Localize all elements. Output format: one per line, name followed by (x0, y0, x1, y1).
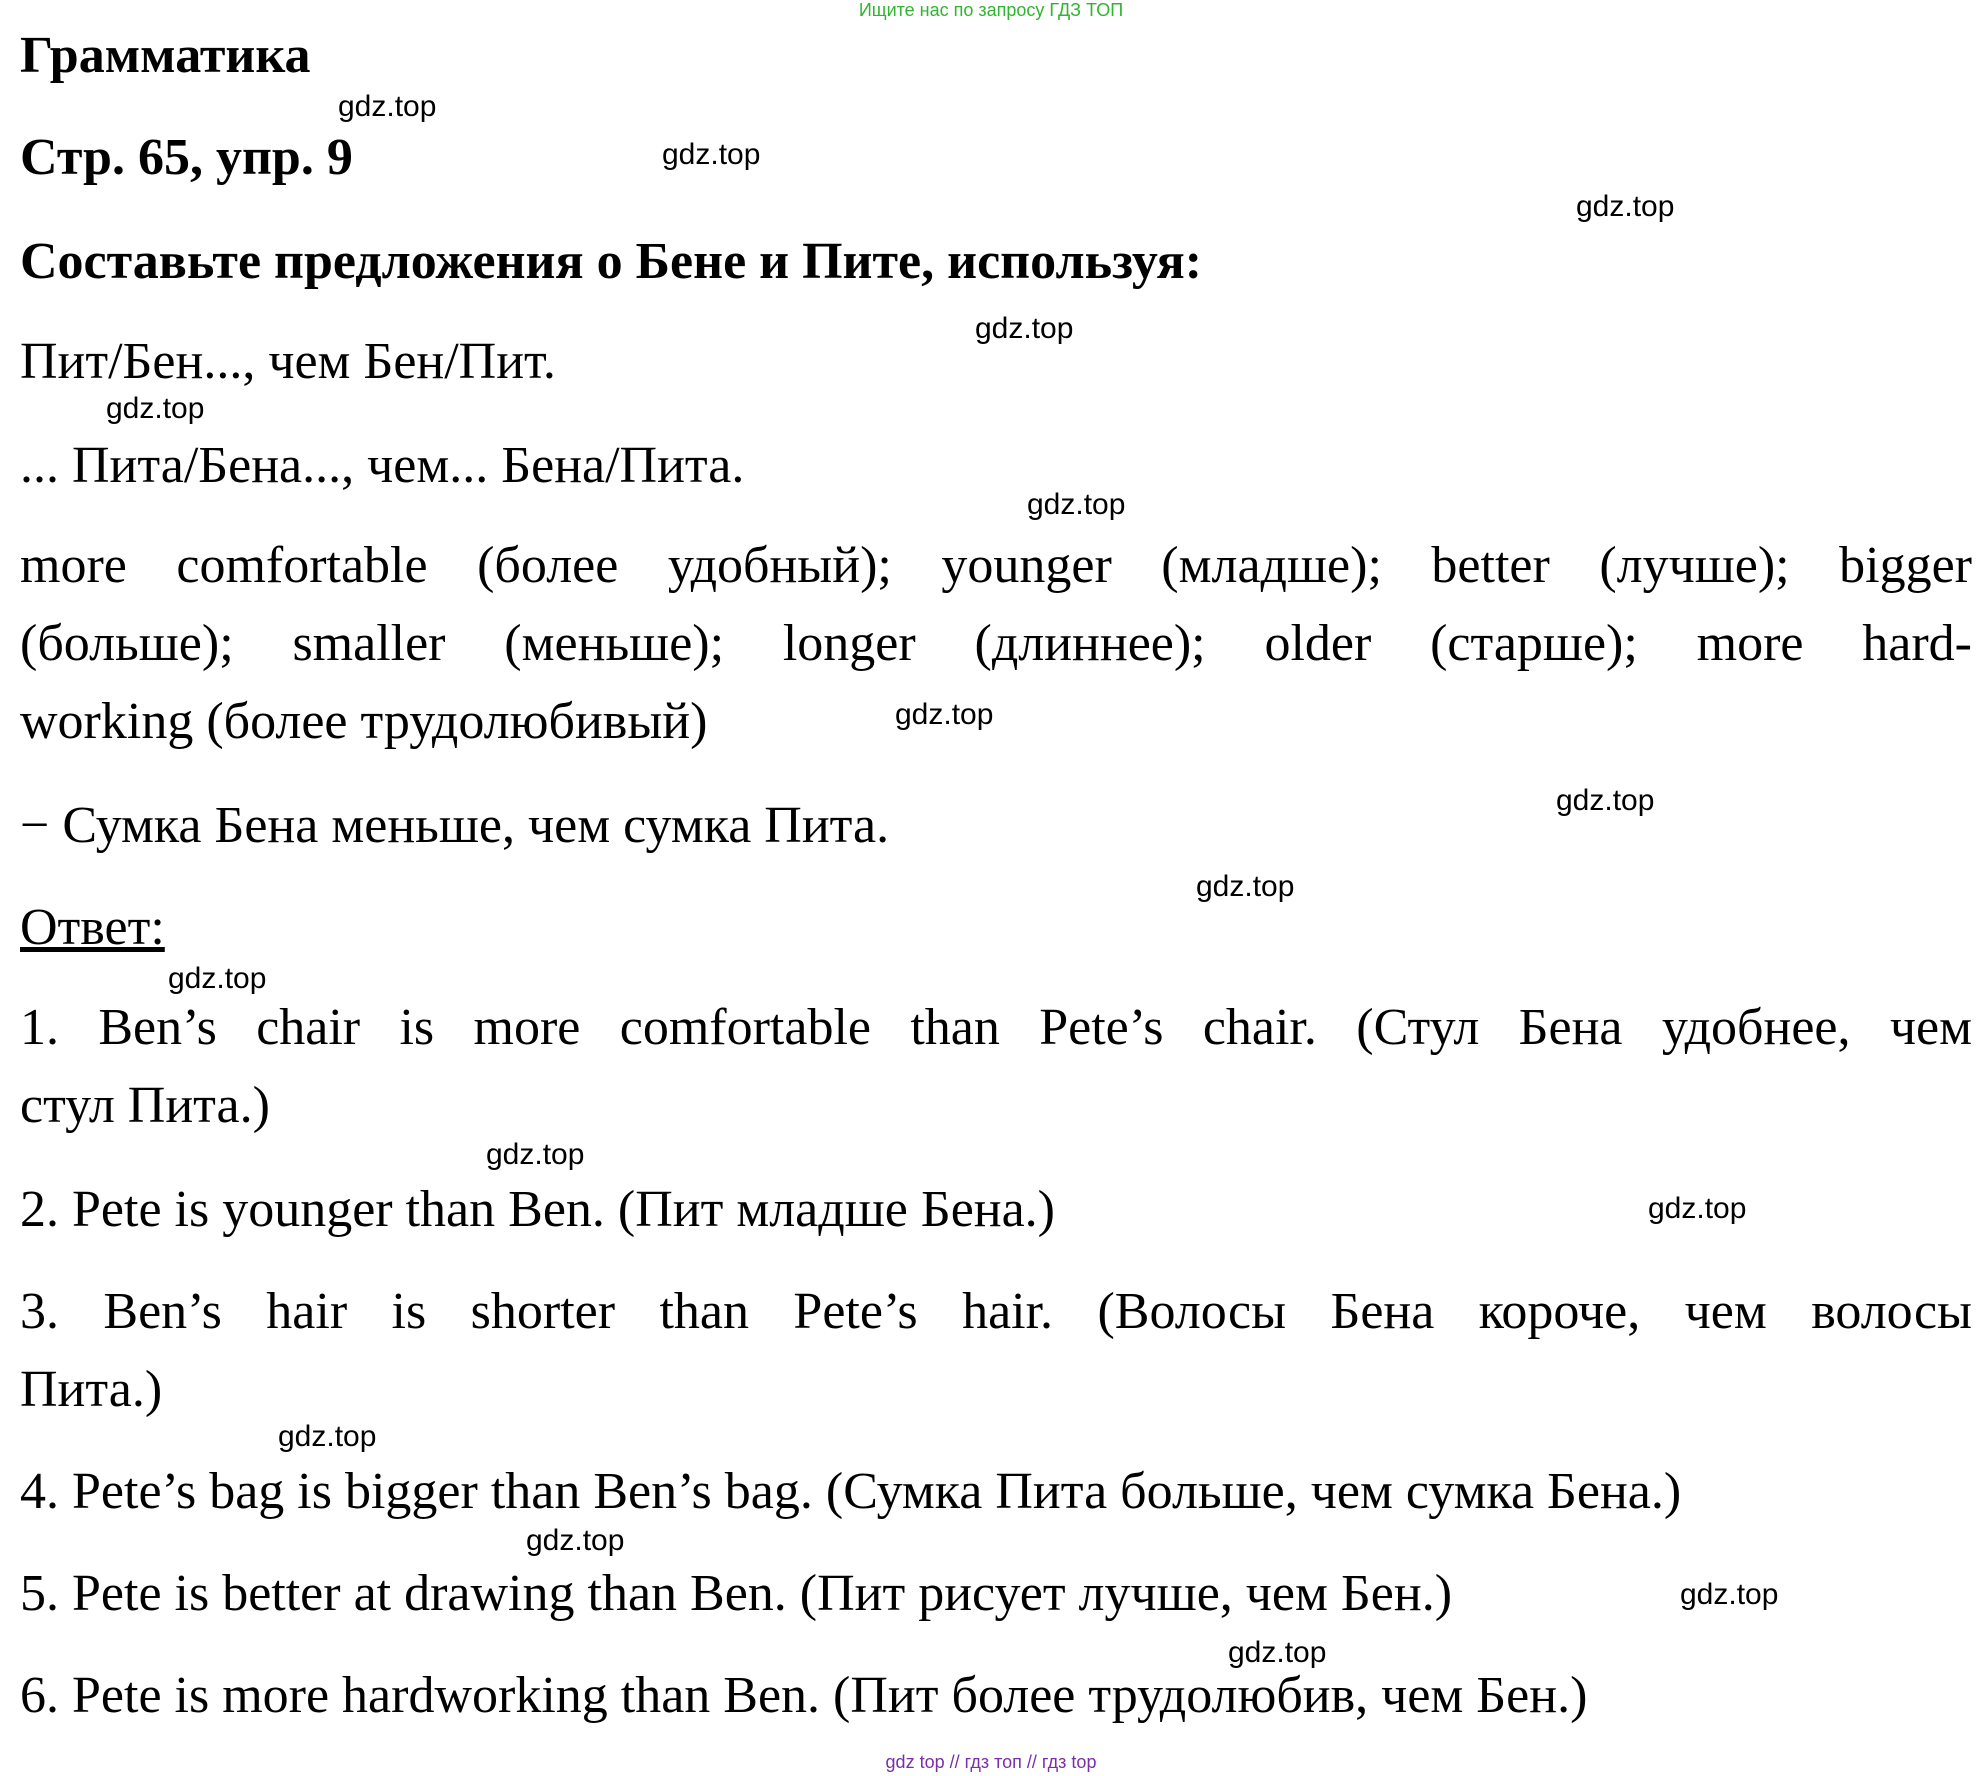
top-note: Ищите нас по запросу ГДЗ ТОП (858, 0, 1124, 20)
footer-note: gdz top // гдз топ // гдз top (885, 1752, 1097, 1772)
watermark: gdz.top (975, 312, 1074, 345)
example-sentence: − Сумка Бена меньше, чем сумка Пита. (20, 797, 890, 854)
watermark: gdz.top (1680, 1578, 1779, 1611)
vocab-line-3: working (более трудолюбивый) (20, 693, 708, 750)
answer-4: 4. Pete’s bag is bigger than Ben’s bag. (Сумка Пита больше, чем сумка Бена.) (20, 1463, 1682, 1520)
pattern-line-2: ... Пита/Бена..., чем... Бена/Пита. (20, 437, 745, 494)
answer-label: Ответ: (20, 899, 165, 956)
section-title: Грамматика (20, 27, 311, 84)
watermark: gdz.top (1228, 1636, 1327, 1669)
watermark: gdz.top (1027, 488, 1126, 521)
task-heading: Составьте предложения о Бене и Пите, используя: (20, 233, 1203, 290)
vocab-line-1: more comfortable (более удобный); younger (младше); better (лучше); bigger (20, 537, 1972, 594)
answer-6: 6. Pete is more hardworking than Ben. (Пит более трудолюбив, чем Бен.) (20, 1667, 1588, 1724)
watermark: gdz.top (1196, 870, 1295, 903)
page-reference: Стр. 65, упр. 9 (20, 129, 353, 186)
watermark: gdz.top (168, 962, 267, 995)
answer-3-line-2: Пита.) (20, 1361, 163, 1418)
watermark: gdz.top (1576, 190, 1675, 223)
pattern-line-1: Пит/Бен..., чем Бен/Пит. (20, 333, 556, 390)
watermark: gdz.top (106, 392, 205, 425)
watermark: gdz.top (662, 138, 761, 171)
watermark: gdz.top (895, 698, 994, 731)
answer-1-line-1: 1. Ben’s chair is more comfortable than Pete’s chair. (Стул Бена удобнее, чем (20, 999, 1972, 1056)
answer-3-line-1: 3. Ben’s hair is shorter than Pete’s hair. (Волосы Бена короче, чем волосы (20, 1283, 1972, 1340)
watermark: gdz.top (338, 90, 437, 123)
answer-5: 5. Pete is better at drawing than Ben. (Пит рисует лучше, чем Бен.) (20, 1565, 1453, 1622)
watermark: gdz.top (486, 1138, 585, 1171)
watermark: gdz.top (1648, 1192, 1747, 1225)
answer-2: 2. Pete is younger than Ben. (Пит младше Бена.) (20, 1181, 1055, 1238)
watermark: gdz.top (1556, 784, 1655, 817)
vocab-line-2: (больше); smaller (меньше); longer (длиннее); older (старше); more hard- (20, 615, 1972, 672)
watermark: gdz.top (526, 1524, 625, 1557)
watermark: gdz.top (278, 1420, 377, 1453)
answer-1-line-2: стул Пита.) (20, 1077, 270, 1134)
